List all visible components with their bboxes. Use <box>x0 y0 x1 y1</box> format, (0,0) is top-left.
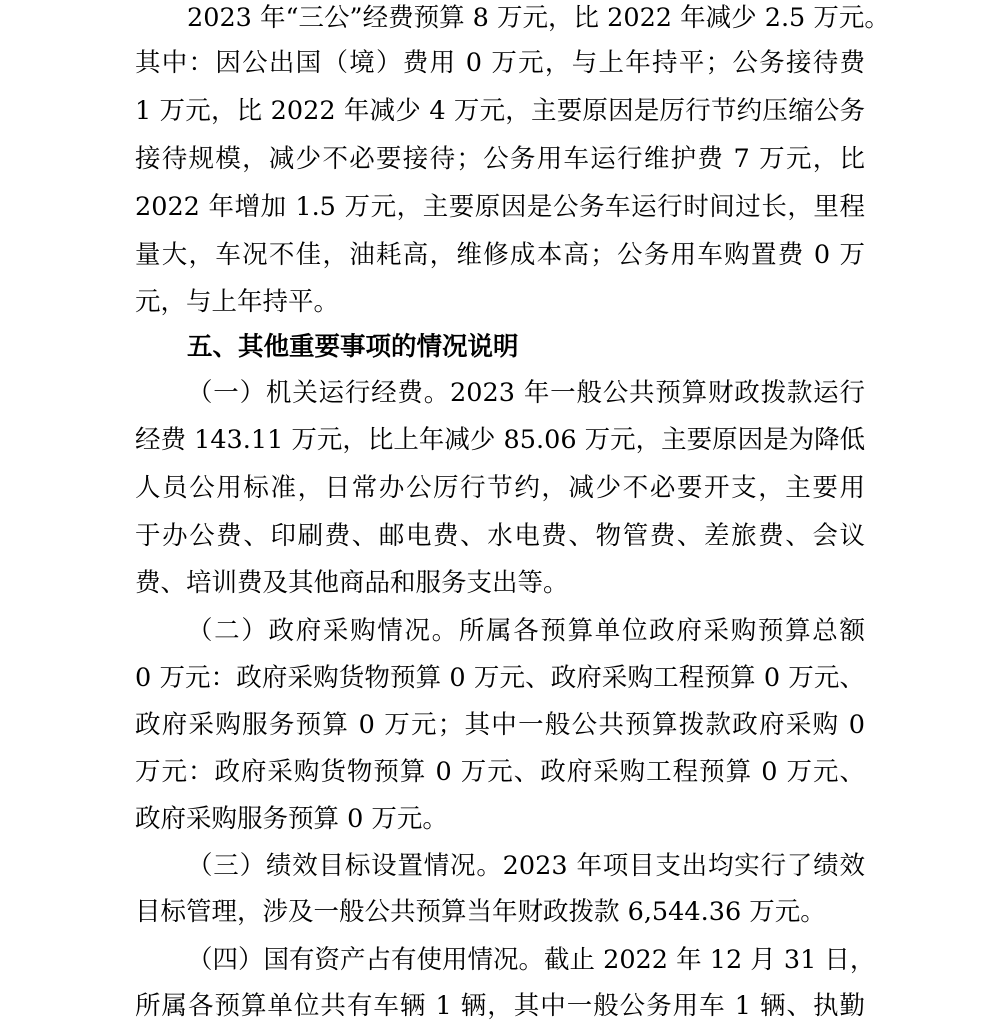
paragraph-line: 元，与上年持平。 <box>135 287 340 317</box>
paragraph-line: （三）绩效目标设置情况。2023 年项目支出均实行了绩效 <box>187 851 865 881</box>
paragraph-line: （四）国有资产占有使用情况。截止 2022 年 12 月 31 日， <box>187 945 876 975</box>
paragraph-line: （一）机关运行经费。2023 年一般公共预算财政拨款运行 <box>187 378 865 408</box>
paragraph-line: 接待规模，减少不必要接待；公务用车运行维护费 7 万元，比 <box>135 144 865 174</box>
paragraph-line: 2023 年“三公”经费预算 8 万元，比 2022 年减少 2.5 万元。 <box>187 3 890 33</box>
section-heading: 五、其他重要事项的情况说明 <box>187 332 519 362</box>
paragraph-line: 人员公用标准，日常办公厉行节约，减少不必要开支，主要用 <box>135 473 865 503</box>
paragraph-line: 费、培训费及其他商品和服务支出等。 <box>135 568 569 598</box>
paragraph-line: 政府采购服务预算 0 万元。 <box>135 804 448 834</box>
paragraph-line: 于办公费、印刷费、邮电费、水电费、物管费、差旅费、会议 <box>135 521 865 551</box>
paragraph-line: 2022 年增加 1.5 万元，主要原因是公务车运行时间过长，里程 <box>135 192 865 222</box>
paragraph-line: 0 万元：政府采购货物预算 0 万元、政府采购工程预算 0 万元、 <box>135 663 865 693</box>
paragraph-line: 目标管理，涉及一般公共预算当年财政拨款 6,544.36 万元。 <box>135 897 826 927</box>
paragraph-line: （二）政府采购情况。所属各预算单位政府采购预算总额 <box>187 616 865 646</box>
paragraph-line: 政府采购服务预算 0 万元；其中一般公共预算拨款政府采购 0 <box>135 710 865 740</box>
paragraph-line: 经费 143.11 万元，比上年减少 85.06 万元，主要原因是为降低 <box>135 425 866 455</box>
paragraph-line: 量大，车况不佳，油耗高，维修成本高；公务用车购置费 0 万 <box>135 240 865 270</box>
paragraph-line: 万元：政府采购货物预算 0 万元、政府采购工程预算 0 万元、 <box>135 757 865 787</box>
paragraph-line: 1 万元，比 2022 年减少 4 万元，主要原因是厉行节约压缩公务 <box>135 96 865 126</box>
paragraph-line: 所属各预算单位共有车辆 1 辆，其中一般公务用车 1 辆、执勤 <box>135 991 865 1021</box>
paragraph-line: 其中：因公出国（境）费用 0 万元，与上年持平；公务接待费 <box>135 48 865 78</box>
